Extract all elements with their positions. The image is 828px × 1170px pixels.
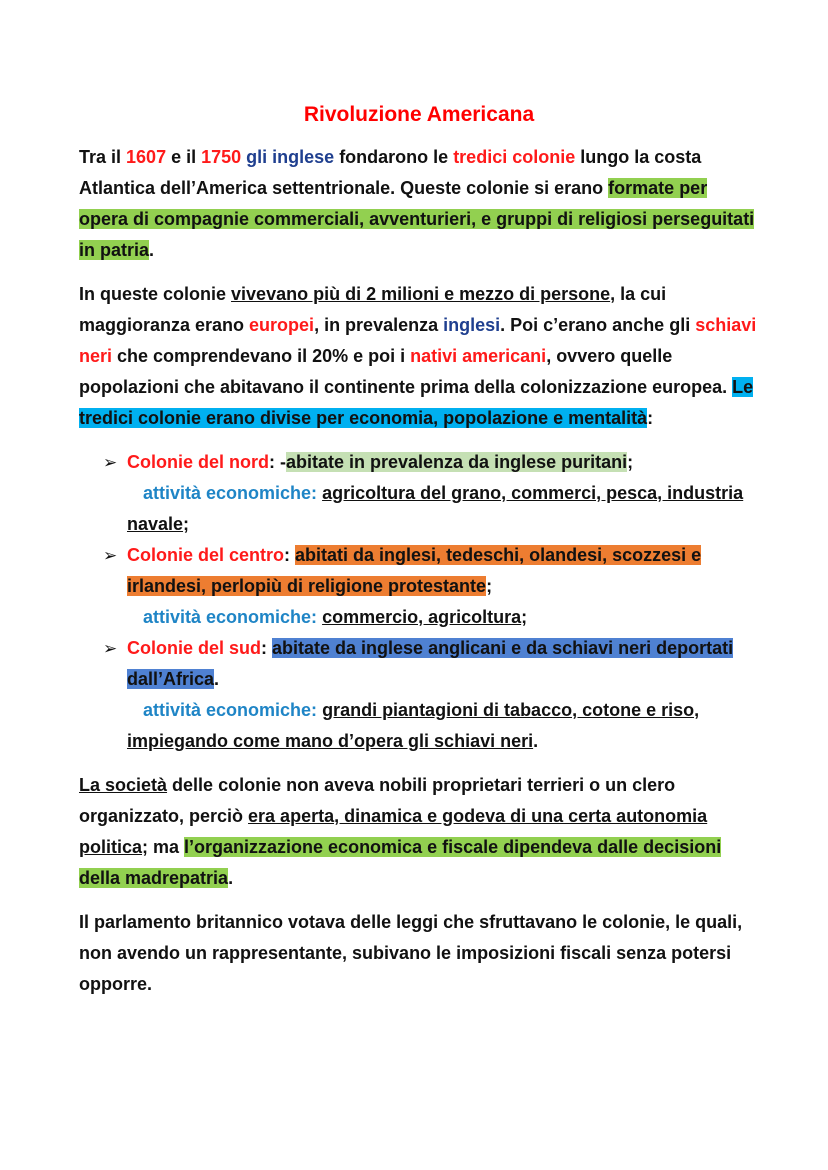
underline-population: vivevano più di 2 milioni e mezzo di persone (231, 284, 611, 304)
text: . (149, 240, 155, 260)
paragraph-intro (79, 142, 759, 266)
text: : (261, 638, 273, 658)
document-page (79, 100, 759, 1013)
colonies-list (79, 447, 759, 757)
text: lungo la costa Atlantica dell’America settentrionale. Queste colonie si erano (79, 147, 702, 198)
econ-label: attività economiche: (143, 483, 318, 503)
text: ; (183, 514, 190, 534)
text: ; (521, 607, 528, 627)
europei: europei (249, 315, 315, 335)
econ-nord: agricoltura del grano, commerci, pesca, industria navale (127, 483, 744, 534)
colonie-nord-label: Colonie del nord (127, 452, 269, 472)
highlight-formate: formate per opera di compagnie commerciali, avventurieri, e gruppi di religiosi perseguitati in patria (79, 178, 755, 260)
who-founded: gli inglese (246, 147, 335, 167)
highlight-nord: abitate in prevalenza da inglese puritani (286, 452, 628, 472)
text: fondarono le (334, 147, 454, 167)
highlight-sud: abitate da inglese anglicani e da schiavi neri deportati dall’Africa (127, 638, 734, 689)
econ-sud: grandi piantagioni di tabacco, cotone e riso, impiegando come mano d’opera gli schiavi neri (127, 700, 700, 751)
text: : (647, 408, 654, 428)
text: , la cui maggioranza erano (79, 284, 667, 335)
highlight-divise: Le tredici colonie erano divise per economia, popolazione e mentalità (79, 377, 754, 428)
arrow-bullet-icon: ➢ (103, 546, 118, 565)
text: . (533, 731, 539, 751)
text: delle colonie non aveva nobili proprietari terrieri o un clero organizzato, perciò (79, 775, 676, 826)
tredici-colonie: tredici colonie (453, 147, 576, 167)
page-title: Rivoluzione Americana (303, 103, 535, 126)
text: . Poi c’erano anche gli (500, 315, 696, 335)
text: e il (166, 147, 202, 167)
econ-centro: commercio, agricoltura (322, 607, 522, 627)
text: ; (486, 576, 493, 596)
paragraph-population (79, 279, 759, 434)
list-item-sud (103, 633, 759, 757)
colonie-centro-label: Colonie del centro (127, 545, 285, 565)
arrow-bullet-icon: ➢ (103, 453, 118, 472)
text: In queste colonie (79, 284, 232, 304)
text: . (228, 868, 234, 888)
year-1750: 1750 (201, 147, 242, 167)
highlight-centro: abitati da inglesi, tedeschi, olandesi, scozzesi e irlandesi, perlopiù di religione protestante (127, 545, 702, 596)
year-1607: 1607 (126, 147, 167, 167)
underline-aperta: era aperta, dinamica e godeva di una certa autonomia politica (79, 806, 708, 857)
text: Tra il (79, 147, 127, 167)
inglesi: inglesi (443, 315, 501, 335)
list-item-nord (103, 447, 759, 540)
text: ; ma (142, 837, 185, 857)
text: . (214, 669, 220, 689)
nativi-americani: nativi americani (410, 346, 547, 366)
text: che comprendevano il 20% e poi i (112, 346, 411, 366)
underline-societa: La società (79, 775, 168, 795)
schiavi-neri: schiavi neri (79, 315, 757, 366)
econ-label: attività economiche: (143, 607, 318, 627)
paragraph-society (79, 770, 759, 894)
text: : (284, 545, 296, 565)
list-item-centro (103, 540, 759, 633)
text: , ovvero quelle popolazioni che abitavano il continente prima della colonizzazione europea. (79, 346, 733, 397)
text: , in prevalenza (314, 315, 444, 335)
text: : - (269, 452, 286, 472)
paragraph-parliament: Il parlamento britannico votava delle leggi che sfruttavano le colonie, le quali, non avendo un rappresentante, subivano le imposizioni fiscali senza potersi opporre. (79, 912, 743, 994)
colonie-sud-label: Colonie del sud (127, 638, 262, 658)
econ-label: attività economiche: (143, 700, 318, 720)
text: ; (627, 452, 634, 472)
highlight-madrepatria: l’organizzazione economica e fiscale dipendeva dalle decisioni della madrepatria (79, 837, 722, 888)
arrow-bullet-icon: ➢ (103, 639, 118, 658)
